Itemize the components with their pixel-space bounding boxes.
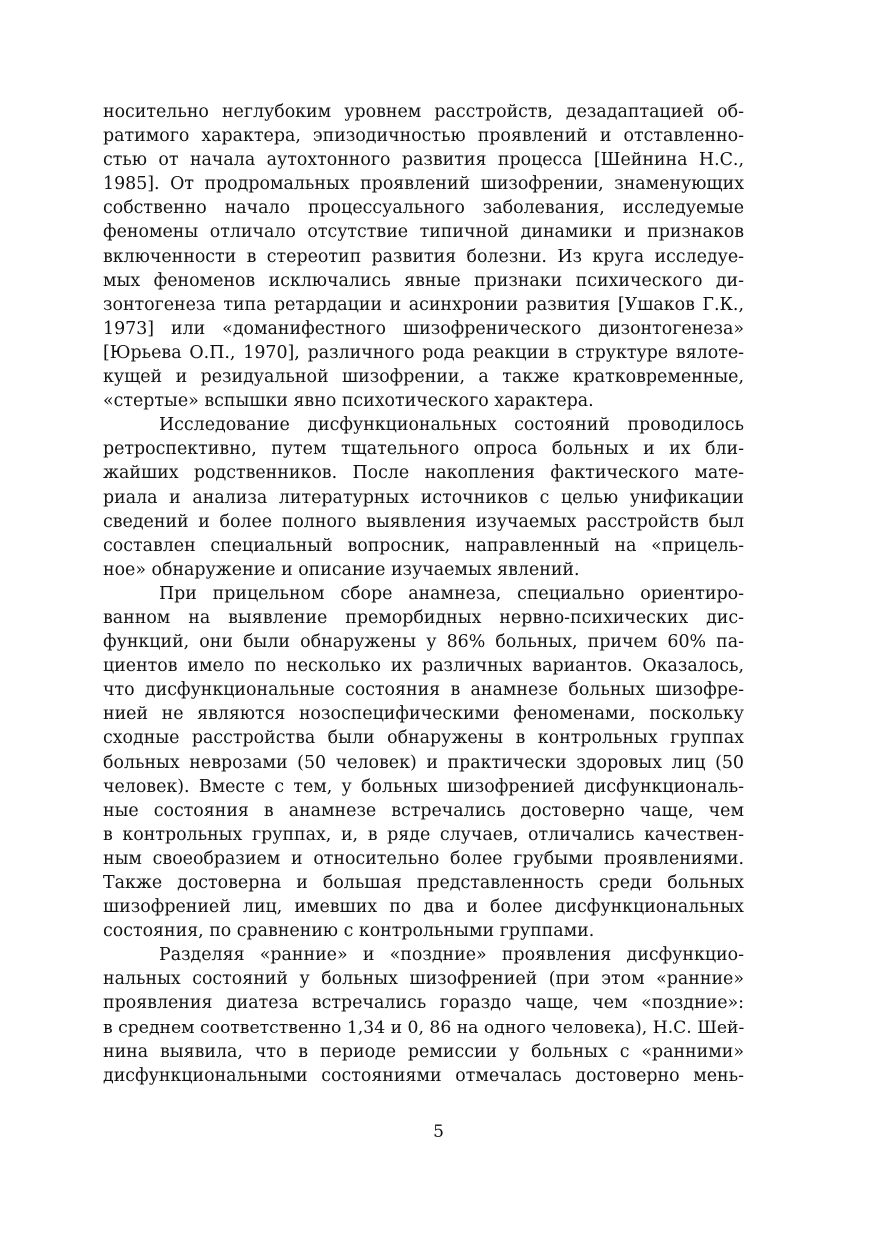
text-line: функций, они были обнаружены у 86% больных, причем 60% па- <box>103 632 744 653</box>
text-line: феномены отличало отсутствие типичной динамики и признаков <box>103 222 744 243</box>
text-line: циентов имело по несколько их различных вариантов. Оказалось, <box>103 656 744 677</box>
text-line: что дисфункциональные состояния в анамнезе больных шизофре- <box>103 680 744 701</box>
text-line: в среднем соответственно 1,34 и 0, 86 на одного человека), Н.С. Шей- <box>103 1017 744 1038</box>
text-line: носительно неглубоким уровнем расстройств, дезадаптацией об- <box>103 102 744 122</box>
text-line: проявления диатеза встречались гораздо чаще, чем «поздние»: <box>103 993 744 1014</box>
text-line: в контрольных группах, и, в ряде случаев, отличались качествен- <box>103 824 744 845</box>
text-line: составлен специальный вопросник, направленный на «прицель- <box>103 535 744 556</box>
text-line: Разделяя «ранние» и «поздние» проявления дисфункцио- <box>159 945 744 966</box>
paragraph <box>103 100 744 413</box>
text-line: дисфункциональными состояниями отмечалась достоверно мень- <box>103 1065 744 1086</box>
text-line: шизофренией лиц, имевших по два и более дисфункциональных <box>103 897 744 918</box>
text-line: 1973] или «доманифестного шизофренического дизонтогенеза» <box>103 318 744 339</box>
text-line: [Юрьева О.П., 1970], различного рода реакции в структуре вялоте- <box>103 342 744 363</box>
text-line: При прицельном сборе анамнеза, специально ориентиро- <box>159 583 744 604</box>
text-line: «стертые» вспышки явно психотического характера. <box>103 391 594 412</box>
text-line: ванном на выявление преморбидных нервно-психических дис- <box>103 607 744 628</box>
text-line: человек). Вместе с тем, у больных шизофренией дисфункциональ- <box>103 776 744 797</box>
text-line: Исследование дисфункциональных состояний проводилось <box>159 415 744 436</box>
text-line: сходные расстройства были обнаружены в контрольных группах <box>103 728 744 749</box>
text-line: больных неврозами (50 человек) и практически здоровых лиц (50 <box>103 752 744 773</box>
text-line: ретроспективно, путем тщательного опроса больных и их бли- <box>103 439 744 460</box>
paragraph <box>103 413 744 582</box>
page-number: 5 <box>433 1122 444 1142</box>
text-line: нальных состояний у больных шизофренией (при этом «ранние» <box>103 969 744 990</box>
text-line: кущей и резидуальной шизофрении, а также кратковременные, <box>103 367 744 388</box>
text-line: жайших родственников. После накопления фактического мате- <box>103 463 744 484</box>
text-line: собственно начало процессуального заболевания, исследуемые <box>103 198 744 219</box>
text-line: нией не являются нозоспецифическими феноменами, поскольку <box>103 704 744 725</box>
text-line: ные состояния в анамнезе встречались достоверно чаще, чем <box>103 800 744 821</box>
text-line: 1985]. От продромальных проявлений шизофрении, знаменующих <box>103 174 744 195</box>
text-line: риала и анализа литературных источников с целью унификации <box>103 487 744 508</box>
text-line: Также достоверна и большая представленность среди больных <box>103 873 744 893</box>
body-text <box>103 100 744 1088</box>
paragraph <box>103 943 744 1088</box>
text-line: ратимого характера, эпизодичностью проявлений и отставленно- <box>103 126 744 147</box>
text-line: стью от начала аутохтонного развития процесса [Шейнина Н.С., <box>103 150 744 171</box>
text-line: ное» обнаружение и описание изучаемых явлений. <box>103 559 580 580</box>
text-line: зонтогенеза типа ретардации и асинхронии развития [Ушаков Г.К., <box>103 294 744 315</box>
text-line: состояния, по сравнению с контрольными группами. <box>103 921 595 942</box>
text-line: сведений и более полного выявления изучаемых расстройств был <box>103 511 744 532</box>
text-line: ным своеобразием и относительно более грубыми проявлениями. <box>103 848 744 869</box>
paragraph <box>103 582 744 943</box>
text-line: включенности в стереотип развития болезни. Из круга исследуе- <box>103 246 744 267</box>
text-line: мых феноменов исключались явные признаки психического ди- <box>103 270 744 291</box>
text-line: нина выявила, что в периоде ремиссии у больных с «ранними» <box>103 1041 744 1062</box>
